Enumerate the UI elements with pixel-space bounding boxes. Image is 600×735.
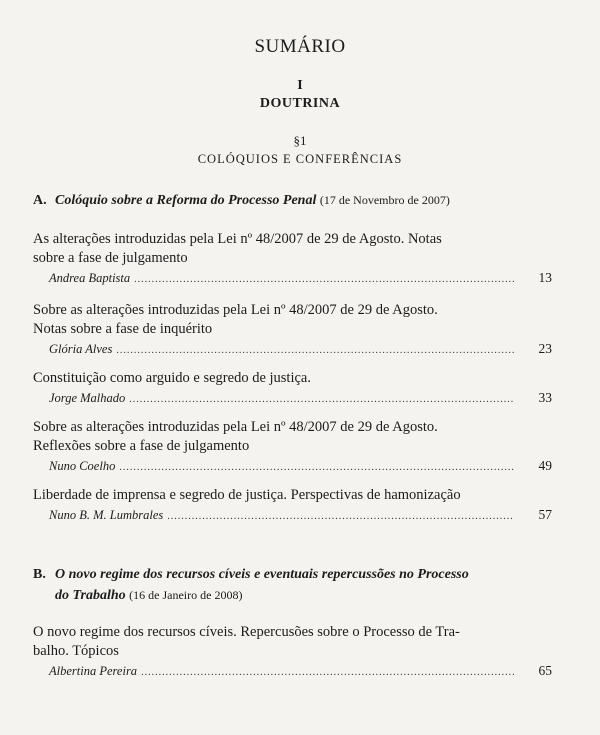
toc-entry[interactable] xyxy=(33,369,552,409)
entry-title-line: Reflexões sobre a fase de julgamento xyxy=(33,438,250,454)
entry-author-line xyxy=(33,340,552,360)
entry-author: Andrea Baptista xyxy=(49,271,131,285)
entry-author-line xyxy=(33,389,552,409)
entry-author: Nuno Coelho xyxy=(49,459,116,473)
toc-entry[interactable] xyxy=(33,623,552,682)
entry-title-line: As alterações introduzidas pela Lei nº 48/2007 de 29 de Agosto. Notas xyxy=(33,231,442,247)
toc-entry[interactable] xyxy=(33,301,552,360)
section-b-name-line: O novo regime dos recursos cíveis e eventuais repercussões no Processo xyxy=(55,567,469,582)
entry-page-number: 23 xyxy=(538,341,552,356)
entry-title xyxy=(33,230,552,268)
entry-title-line: Notas sobre a fase de inquérito xyxy=(33,321,213,337)
leader-dots xyxy=(134,271,514,289)
section-a-name: Colóquio sobre a Reforma do Processo Penal xyxy=(55,193,317,208)
entry-page-number: 49 xyxy=(538,458,552,473)
leader-dots xyxy=(129,391,514,409)
entry-title-line: Constituição como arguido e segredo de justiça. xyxy=(33,370,311,386)
entry-page-number: 13 xyxy=(538,270,552,285)
leader-dots xyxy=(141,664,514,682)
section-b-heading xyxy=(33,565,553,606)
entry-author-line xyxy=(33,457,552,477)
entry-author: Glória Alves xyxy=(49,342,113,356)
entry-author-line xyxy=(33,506,552,526)
leader-dots xyxy=(167,508,514,526)
toc-entry[interactable] xyxy=(33,230,552,289)
section-a-date: (17 de Novembro de 2007) xyxy=(319,193,450,207)
section-b-letter: B. xyxy=(33,567,46,582)
entry-title xyxy=(33,418,552,456)
entry-title-line: O novo regime dos recursos cíveis. Repercusões sobre o Processo de Tra- xyxy=(33,624,460,640)
entry-author-line xyxy=(33,269,552,289)
toc-entry[interactable] xyxy=(33,418,552,477)
section-name: COLÓQUIOS E CONFERÊNCIAS xyxy=(197,152,403,166)
entry-title-line: Sobre as alterações introduzidas pela Lei nº 48/2007 de 29 de Agosto. xyxy=(33,419,438,435)
toc-entry[interactable] xyxy=(33,486,552,526)
entry-title-line: Liberdade de imprensa e segredo de justiça. Perspectivas de hamonização xyxy=(33,487,461,503)
entry-title xyxy=(33,369,552,388)
entry-title xyxy=(33,301,552,339)
entry-author: Albertina Pereira xyxy=(49,664,138,678)
entry-title-line: Sobre as alterações introduzidas pela Lei nº 48/2007 de 29 de Agosto. xyxy=(33,302,438,318)
section-a-heading xyxy=(33,190,553,211)
entry-title-line: balho. Tópicos xyxy=(33,643,119,659)
entry-page-number: 57 xyxy=(538,507,552,522)
page-title: SUMÁRIO xyxy=(254,36,346,57)
entry-author: Jorge Malhado xyxy=(49,391,126,405)
leader-dots xyxy=(116,342,514,360)
section-symbol: §1 xyxy=(293,133,307,148)
entry-author-line xyxy=(33,662,552,682)
part-name: DOUTRINA xyxy=(259,96,341,111)
entry-page-number: 65 xyxy=(538,663,552,678)
leader-dots xyxy=(119,459,514,477)
section-a-letter: A. xyxy=(33,193,47,208)
entry-page-number: 33 xyxy=(538,390,552,405)
entry-author: Nuno B. M. Lumbrales xyxy=(49,508,164,522)
part-number: I xyxy=(297,78,303,93)
entry-title xyxy=(33,486,552,505)
section-b-date: (16 de Janeiro de 2008) xyxy=(129,588,243,602)
section-b-name-line: do Trabalho xyxy=(55,588,126,603)
entry-title xyxy=(33,623,552,661)
entry-title-line: sobre a fase de julgamento xyxy=(33,250,188,266)
